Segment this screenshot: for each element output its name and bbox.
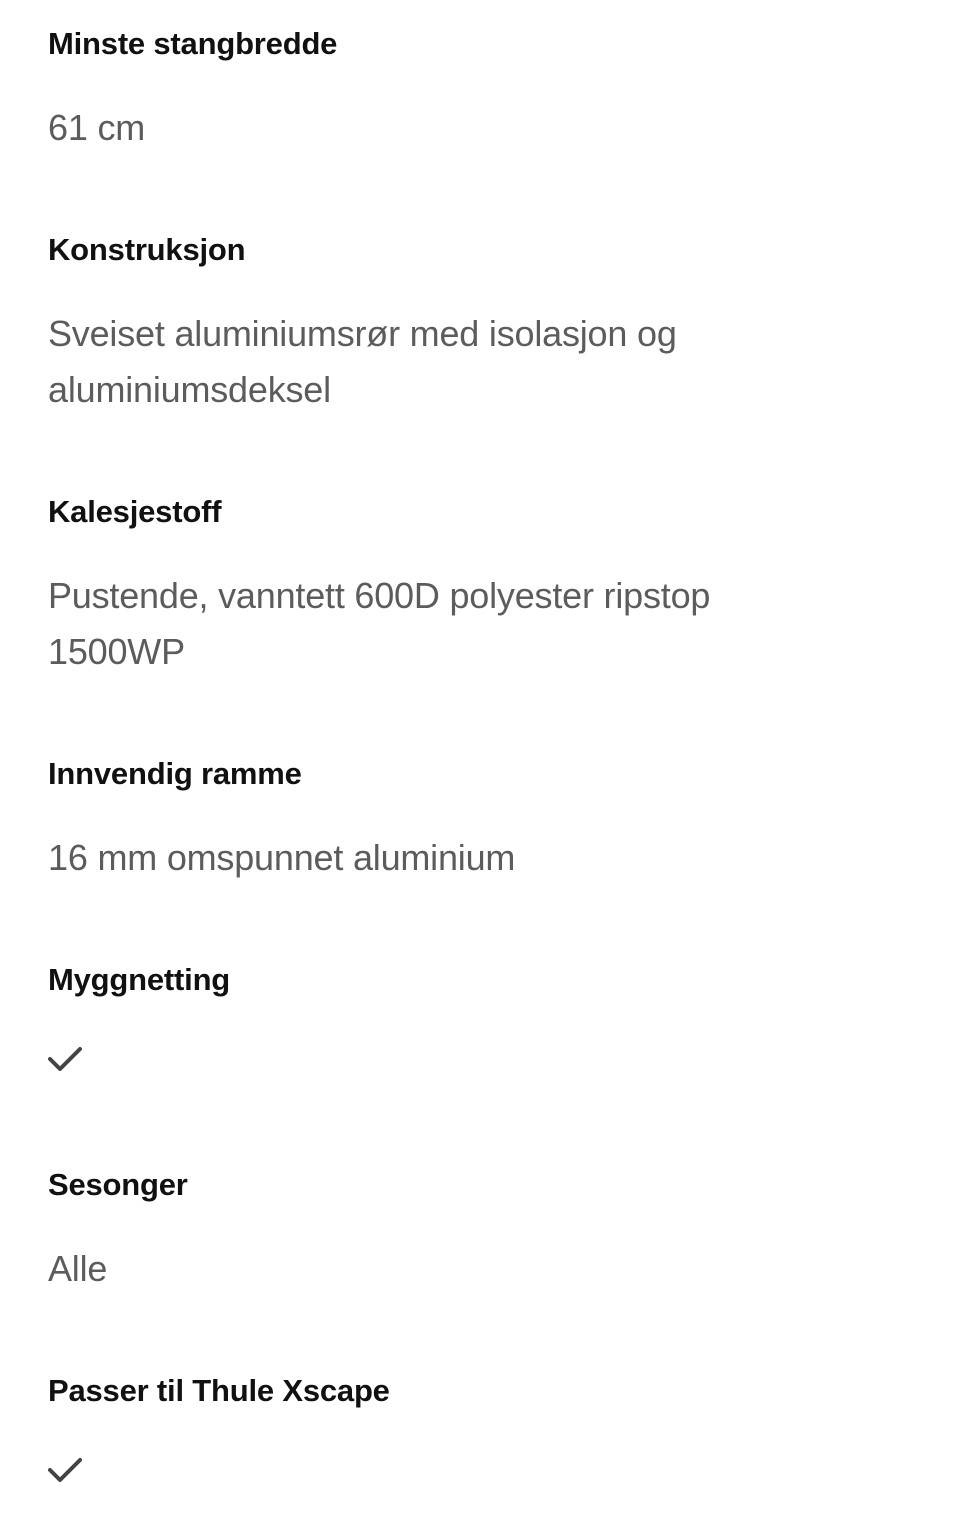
- spec-value: Pustende, vanntett 600D polyester ripstop 1500WP: [48, 575, 711, 672]
- spec-label: Passer til Thule Xscape: [48, 1373, 390, 1408]
- spec-minste-stangbredde: [48, 26, 912, 156]
- spec-myggnetting: [48, 962, 912, 1072]
- spec-innvendig-ramme: [48, 756, 912, 886]
- spec-value: 61 cm: [48, 107, 146, 148]
- spec-passer-til-thule-xscape: [48, 1373, 912, 1483]
- spec-value: 16 mm omspunnet aluminium: [48, 837, 516, 878]
- spec-value: Alle: [48, 1248, 108, 1289]
- checkmark-icon: [48, 1457, 82, 1483]
- spec-kalesjestoff: [48, 494, 912, 680]
- spec-sesonger: [48, 1167, 912, 1297]
- spec-label: Innvendig ramme: [48, 756, 302, 791]
- spec-konstruksjon: [48, 232, 912, 418]
- checkmark-icon: [48, 1046, 82, 1072]
- spec-label: Minste stangbredde: [48, 26, 338, 61]
- spec-label: Konstruksjon: [48, 232, 246, 267]
- spec-value: Sveiset aluminiumsrør med isolasjon og aluminiumsdeksel: [48, 313, 677, 410]
- spec-label: Sesonger: [48, 1167, 188, 1202]
- spec-label: Kalesjestoff: [48, 494, 222, 529]
- spec-label: Myggnetting: [48, 962, 231, 997]
